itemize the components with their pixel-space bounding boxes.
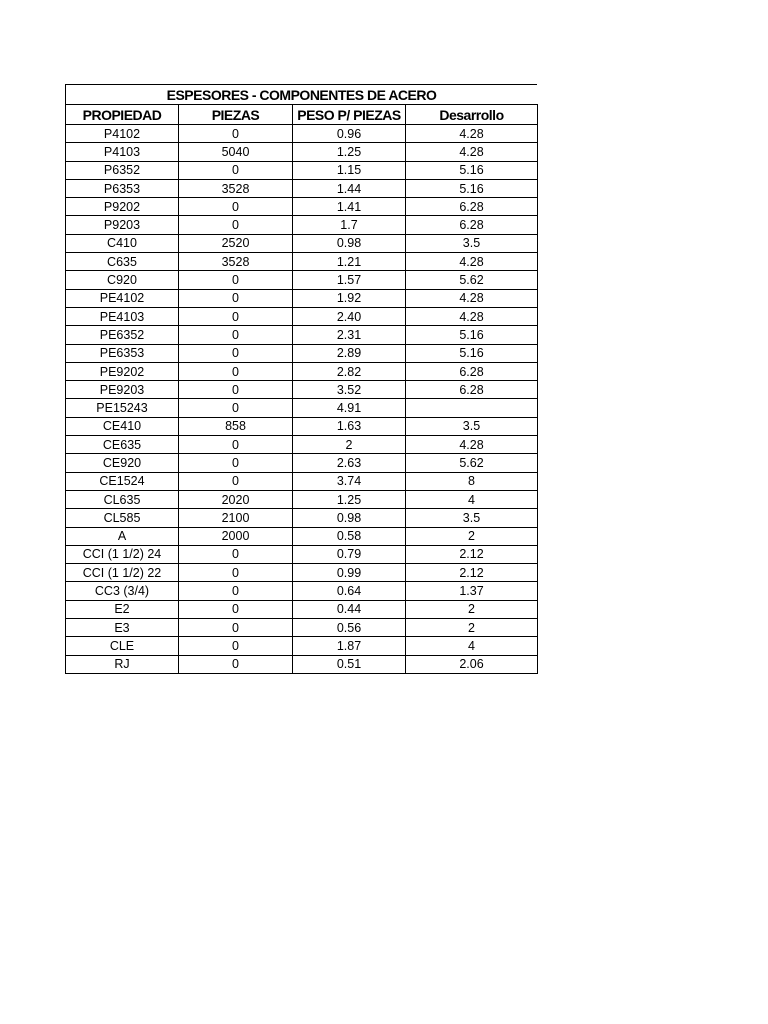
cell-desarrollo: 2 bbox=[406, 527, 538, 545]
cell-propiedad: PE4103 bbox=[66, 307, 179, 325]
table-row bbox=[66, 490, 538, 508]
table-row bbox=[66, 234, 538, 252]
cell-propiedad: CC3 (3/4) bbox=[66, 582, 179, 600]
cell-piezas: 0 bbox=[179, 289, 293, 307]
cell-peso: 0.79 bbox=[293, 545, 406, 563]
table-row bbox=[66, 381, 538, 399]
cell-desarrollo: 4 bbox=[406, 490, 538, 508]
table-row bbox=[66, 582, 538, 600]
cell-desarrollo: 4 bbox=[406, 637, 538, 655]
table-row bbox=[66, 289, 538, 307]
cell-desarrollo: 2.12 bbox=[406, 564, 538, 582]
cell-piezas: 0 bbox=[179, 125, 293, 143]
cell-piezas: 3528 bbox=[179, 253, 293, 271]
cell-peso: 2.40 bbox=[293, 307, 406, 325]
table-row bbox=[66, 509, 538, 527]
cell-piezas: 5040 bbox=[179, 143, 293, 161]
cell-piezas: 0 bbox=[179, 637, 293, 655]
cell-peso: 2.89 bbox=[293, 344, 406, 362]
cell-propiedad: C920 bbox=[66, 271, 179, 289]
cell-propiedad: P9202 bbox=[66, 198, 179, 216]
cell-propiedad: RJ bbox=[66, 655, 179, 673]
cell-piezas: 0 bbox=[179, 619, 293, 637]
table-row bbox=[66, 125, 538, 143]
cell-propiedad: E3 bbox=[66, 619, 179, 637]
table-row bbox=[66, 143, 538, 161]
table-row bbox=[66, 637, 538, 655]
cell-peso: 2.82 bbox=[293, 362, 406, 380]
cell-peso: 1.63 bbox=[293, 417, 406, 435]
cell-propiedad: C635 bbox=[66, 253, 179, 271]
cell-piezas: 3528 bbox=[179, 179, 293, 197]
cell-desarrollo: 6.28 bbox=[406, 216, 538, 234]
cell-piezas: 858 bbox=[179, 417, 293, 435]
cell-desarrollo: 3.5 bbox=[406, 234, 538, 252]
table-body bbox=[66, 125, 538, 674]
cell-peso: 1.57 bbox=[293, 271, 406, 289]
cell-peso: 1.15 bbox=[293, 161, 406, 179]
table-row bbox=[66, 344, 538, 362]
cell-propiedad: CL585 bbox=[66, 509, 179, 527]
cell-desarrollo: 1.37 bbox=[406, 582, 538, 600]
cell-propiedad: PE9202 bbox=[66, 362, 179, 380]
table-row bbox=[66, 307, 538, 325]
cell-piezas: 0 bbox=[179, 545, 293, 563]
cell-peso: 1.25 bbox=[293, 490, 406, 508]
cell-propiedad: P9203 bbox=[66, 216, 179, 234]
cell-propiedad: A bbox=[66, 527, 179, 545]
cell-piezas: 2000 bbox=[179, 527, 293, 545]
cell-peso: 2.63 bbox=[293, 454, 406, 472]
table-row bbox=[66, 454, 538, 472]
header-piezas: PIEZAS bbox=[179, 105, 293, 125]
cell-propiedad: CCI (1 1/2) 22 bbox=[66, 564, 179, 582]
cell-propiedad: CE635 bbox=[66, 436, 179, 454]
cell-desarrollo: 6.28 bbox=[406, 198, 538, 216]
cell-peso: 0.51 bbox=[293, 655, 406, 673]
cell-piezas: 0 bbox=[179, 307, 293, 325]
table-title: ESPESORES - COMPONENTES DE ACERO bbox=[65, 84, 537, 104]
cell-propiedad: CE920 bbox=[66, 454, 179, 472]
cell-peso: 2 bbox=[293, 436, 406, 454]
table-row bbox=[66, 472, 538, 490]
cell-peso: 1.92 bbox=[293, 289, 406, 307]
cell-desarrollo: 6.28 bbox=[406, 362, 538, 380]
cell-desarrollo: 5.16 bbox=[406, 161, 538, 179]
table-row bbox=[66, 161, 538, 179]
cell-desarrollo: 2 bbox=[406, 619, 538, 637]
cell-peso: 0.64 bbox=[293, 582, 406, 600]
cell-piezas: 0 bbox=[179, 454, 293, 472]
cell-desarrollo: 4.28 bbox=[406, 143, 538, 161]
cell-piezas: 2020 bbox=[179, 490, 293, 508]
cell-desarrollo: 2.06 bbox=[406, 655, 538, 673]
header-row bbox=[66, 105, 538, 125]
cell-piezas: 2100 bbox=[179, 509, 293, 527]
header-desarrollo: Desarrollo bbox=[406, 105, 538, 125]
cell-peso: 0.56 bbox=[293, 619, 406, 637]
table-row bbox=[66, 399, 538, 417]
cell-peso: 0.98 bbox=[293, 509, 406, 527]
cell-desarrollo: 3.5 bbox=[406, 509, 538, 527]
cell-desarrollo: 4.28 bbox=[406, 307, 538, 325]
cell-desarrollo: 2.12 bbox=[406, 545, 538, 563]
cell-piezas: 0 bbox=[179, 271, 293, 289]
cell-peso: 1.25 bbox=[293, 143, 406, 161]
cell-peso: 1.44 bbox=[293, 179, 406, 197]
header-peso: PESO P/ PIEZAS bbox=[293, 105, 406, 125]
table-row bbox=[66, 198, 538, 216]
cell-propiedad: PE6352 bbox=[66, 326, 179, 344]
cell-peso: 0.98 bbox=[293, 234, 406, 252]
cell-peso: 3.52 bbox=[293, 381, 406, 399]
cell-propiedad: E2 bbox=[66, 600, 179, 618]
table-row bbox=[66, 362, 538, 380]
cell-desarrollo: 5.62 bbox=[406, 271, 538, 289]
cell-desarrollo bbox=[406, 399, 538, 417]
cell-propiedad: C410 bbox=[66, 234, 179, 252]
cell-desarrollo: 4.28 bbox=[406, 436, 538, 454]
cell-desarrollo: 8 bbox=[406, 472, 538, 490]
cell-piezas: 0 bbox=[179, 399, 293, 417]
table-row bbox=[66, 545, 538, 563]
cell-propiedad: CE1524 bbox=[66, 472, 179, 490]
table-row bbox=[66, 417, 538, 435]
cell-piezas: 0 bbox=[179, 564, 293, 582]
cell-peso: 2.31 bbox=[293, 326, 406, 344]
cell-peso: 0.44 bbox=[293, 600, 406, 618]
cell-desarrollo: 5.16 bbox=[406, 326, 538, 344]
cell-propiedad: CLE bbox=[66, 637, 179, 655]
table-row bbox=[66, 436, 538, 454]
cell-propiedad: CE410 bbox=[66, 417, 179, 435]
cell-piezas: 0 bbox=[179, 216, 293, 234]
cell-peso: 1.21 bbox=[293, 253, 406, 271]
cell-propiedad: P4102 bbox=[66, 125, 179, 143]
cell-piezas: 0 bbox=[179, 161, 293, 179]
cell-propiedad: P4103 bbox=[66, 143, 179, 161]
cell-piezas: 0 bbox=[179, 472, 293, 490]
table-row bbox=[66, 271, 538, 289]
cell-piezas: 0 bbox=[179, 655, 293, 673]
cell-desarrollo: 3.5 bbox=[406, 417, 538, 435]
cell-propiedad: CCI (1 1/2) 24 bbox=[66, 545, 179, 563]
cell-piezas: 0 bbox=[179, 344, 293, 362]
cell-desarrollo: 5.16 bbox=[406, 344, 538, 362]
cell-piezas: 0 bbox=[179, 582, 293, 600]
cell-peso: 3.74 bbox=[293, 472, 406, 490]
cell-propiedad: P6352 bbox=[66, 161, 179, 179]
cell-desarrollo: 5.62 bbox=[406, 454, 538, 472]
table-row bbox=[66, 600, 538, 618]
cell-piezas: 0 bbox=[179, 436, 293, 454]
cell-desarrollo: 4.28 bbox=[406, 125, 538, 143]
cell-propiedad: PE6353 bbox=[66, 344, 179, 362]
table-row bbox=[66, 253, 538, 271]
cell-piezas: 0 bbox=[179, 600, 293, 618]
table-row bbox=[66, 216, 538, 234]
cell-desarrollo: 4.28 bbox=[406, 289, 538, 307]
cell-propiedad: PE9203 bbox=[66, 381, 179, 399]
cell-piezas: 0 bbox=[179, 362, 293, 380]
cell-peso: 0.99 bbox=[293, 564, 406, 582]
cell-desarrollo: 2 bbox=[406, 600, 538, 618]
cell-piezas: 0 bbox=[179, 198, 293, 216]
cell-propiedad: PE15243 bbox=[66, 399, 179, 417]
cell-propiedad: CL635 bbox=[66, 490, 179, 508]
spreadsheet-table bbox=[65, 84, 537, 674]
cell-desarrollo: 5.16 bbox=[406, 179, 538, 197]
steel-components-table bbox=[65, 104, 538, 674]
cell-desarrollo: 6.28 bbox=[406, 381, 538, 399]
cell-peso: 0.58 bbox=[293, 527, 406, 545]
table-row bbox=[66, 527, 538, 545]
table-row bbox=[66, 655, 538, 673]
cell-peso: 1.87 bbox=[293, 637, 406, 655]
cell-piezas: 2520 bbox=[179, 234, 293, 252]
cell-peso: 1.7 bbox=[293, 216, 406, 234]
header-propiedad: PROPIEDAD bbox=[66, 105, 179, 125]
cell-desarrollo: 4.28 bbox=[406, 253, 538, 271]
cell-propiedad: PE4102 bbox=[66, 289, 179, 307]
cell-peso: 1.41 bbox=[293, 198, 406, 216]
table-row bbox=[66, 179, 538, 197]
table-row bbox=[66, 619, 538, 637]
cell-peso: 4.91 bbox=[293, 399, 406, 417]
cell-peso: 0.96 bbox=[293, 125, 406, 143]
cell-piezas: 0 bbox=[179, 326, 293, 344]
table-row bbox=[66, 564, 538, 582]
cell-propiedad: P6353 bbox=[66, 179, 179, 197]
table-row bbox=[66, 326, 538, 344]
cell-piezas: 0 bbox=[179, 381, 293, 399]
